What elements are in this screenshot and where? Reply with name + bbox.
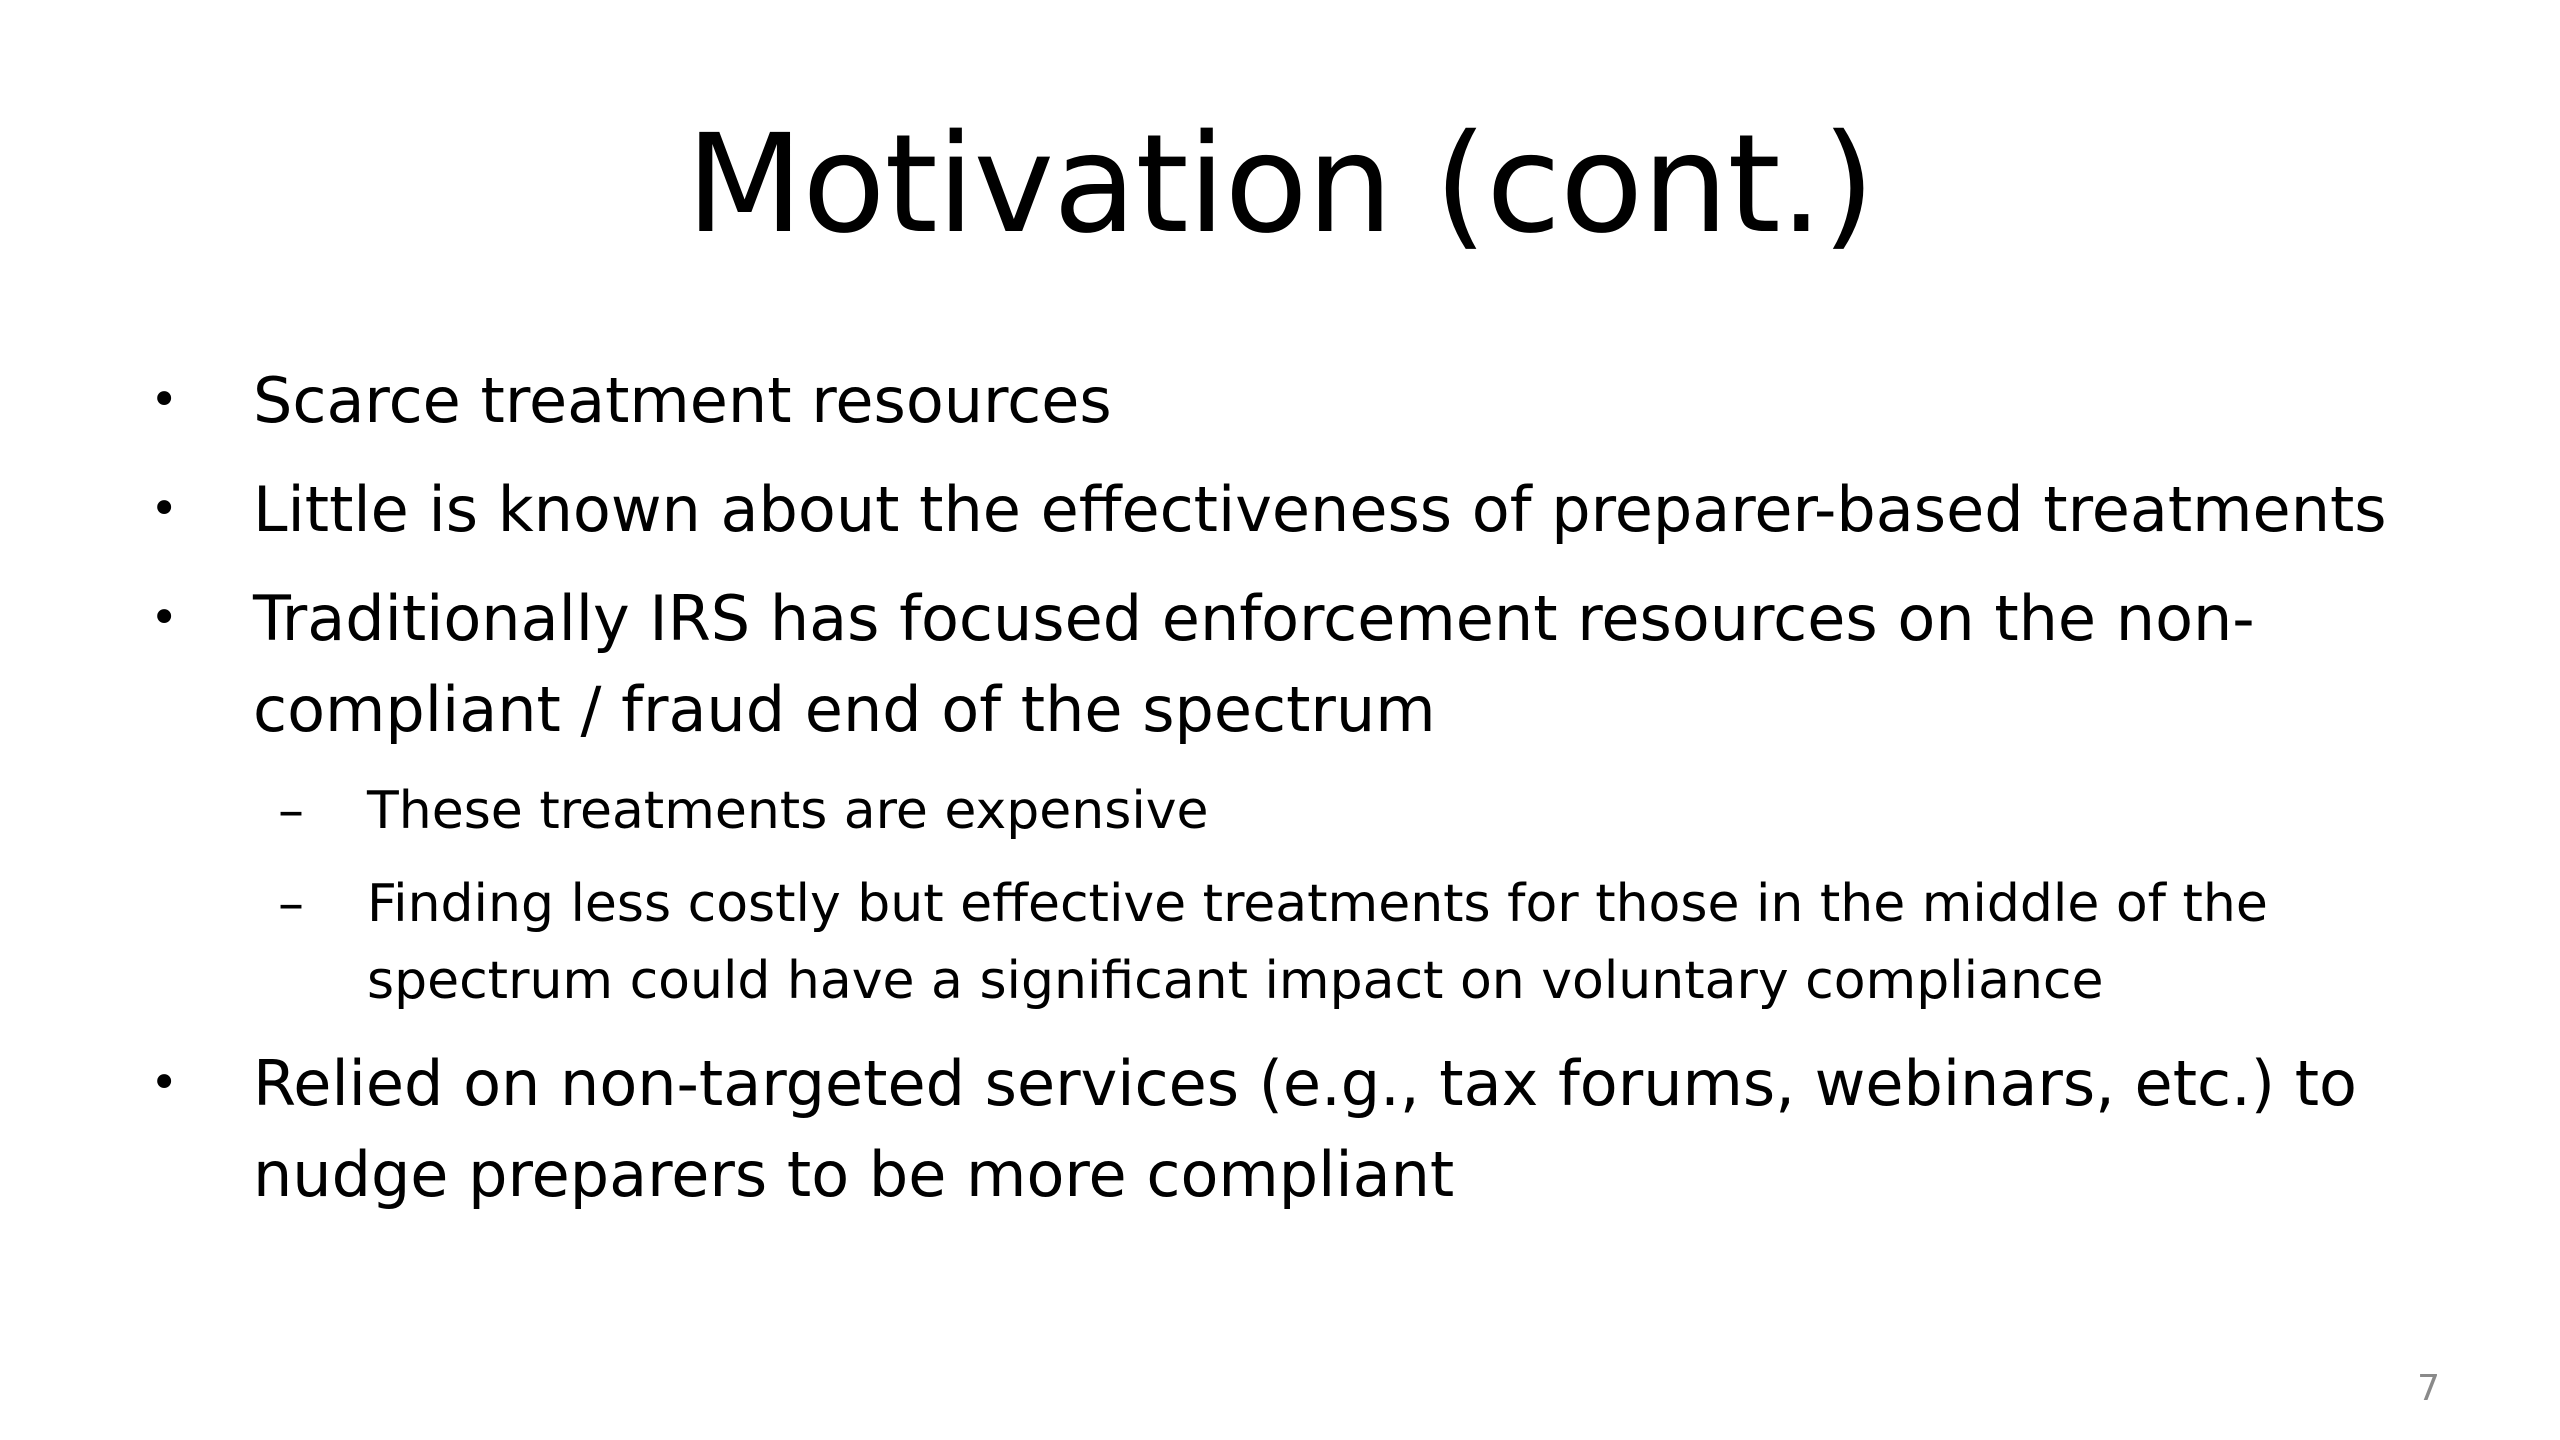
bullet-item <box>150 573 2450 755</box>
sub-bullet-item <box>150 773 2450 850</box>
bullet-item <box>150 1038 2450 1220</box>
bullet-icon: • <box>150 590 179 646</box>
bullet-item <box>150 355 2450 446</box>
bullet-text: Little is known about the effectiveness of preparer-based treatments <box>253 473 2387 546</box>
dash-icon: – <box>278 781 304 841</box>
page-number: 7 <box>2417 1368 2440 1409</box>
bullet-text: Scarce treatment resources <box>253 364 1112 437</box>
bullet-icon: • <box>150 372 179 428</box>
sub-bullet-text: Finding less costly but effective treatments for those in the middle of the spectrum could have a significant impact on voluntary compliance <box>367 874 2268 1011</box>
bullet-list <box>150 355 2450 1238</box>
slide-title: Motivation (cont.) <box>685 106 1875 264</box>
dash-icon: – <box>278 874 304 934</box>
bullet-text: Relied on non-targeted services (e.g., tax forums, webinars, etc.) to nudge preparers to be more compliant <box>253 1047 2357 1211</box>
bullet-icon: • <box>150 1055 179 1111</box>
bullet-item <box>150 464 2450 555</box>
bullet-icon: • <box>150 481 179 537</box>
bullet-text: Traditionally IRS has focused enforcement resources on the non-compliant / fraud end of the spectrum <box>253 582 2255 746</box>
sub-bullet-item <box>150 866 2450 1020</box>
sub-bullet-text: These treatments are expensive <box>367 781 1209 841</box>
sub-bullet-list <box>150 773 2450 1020</box>
